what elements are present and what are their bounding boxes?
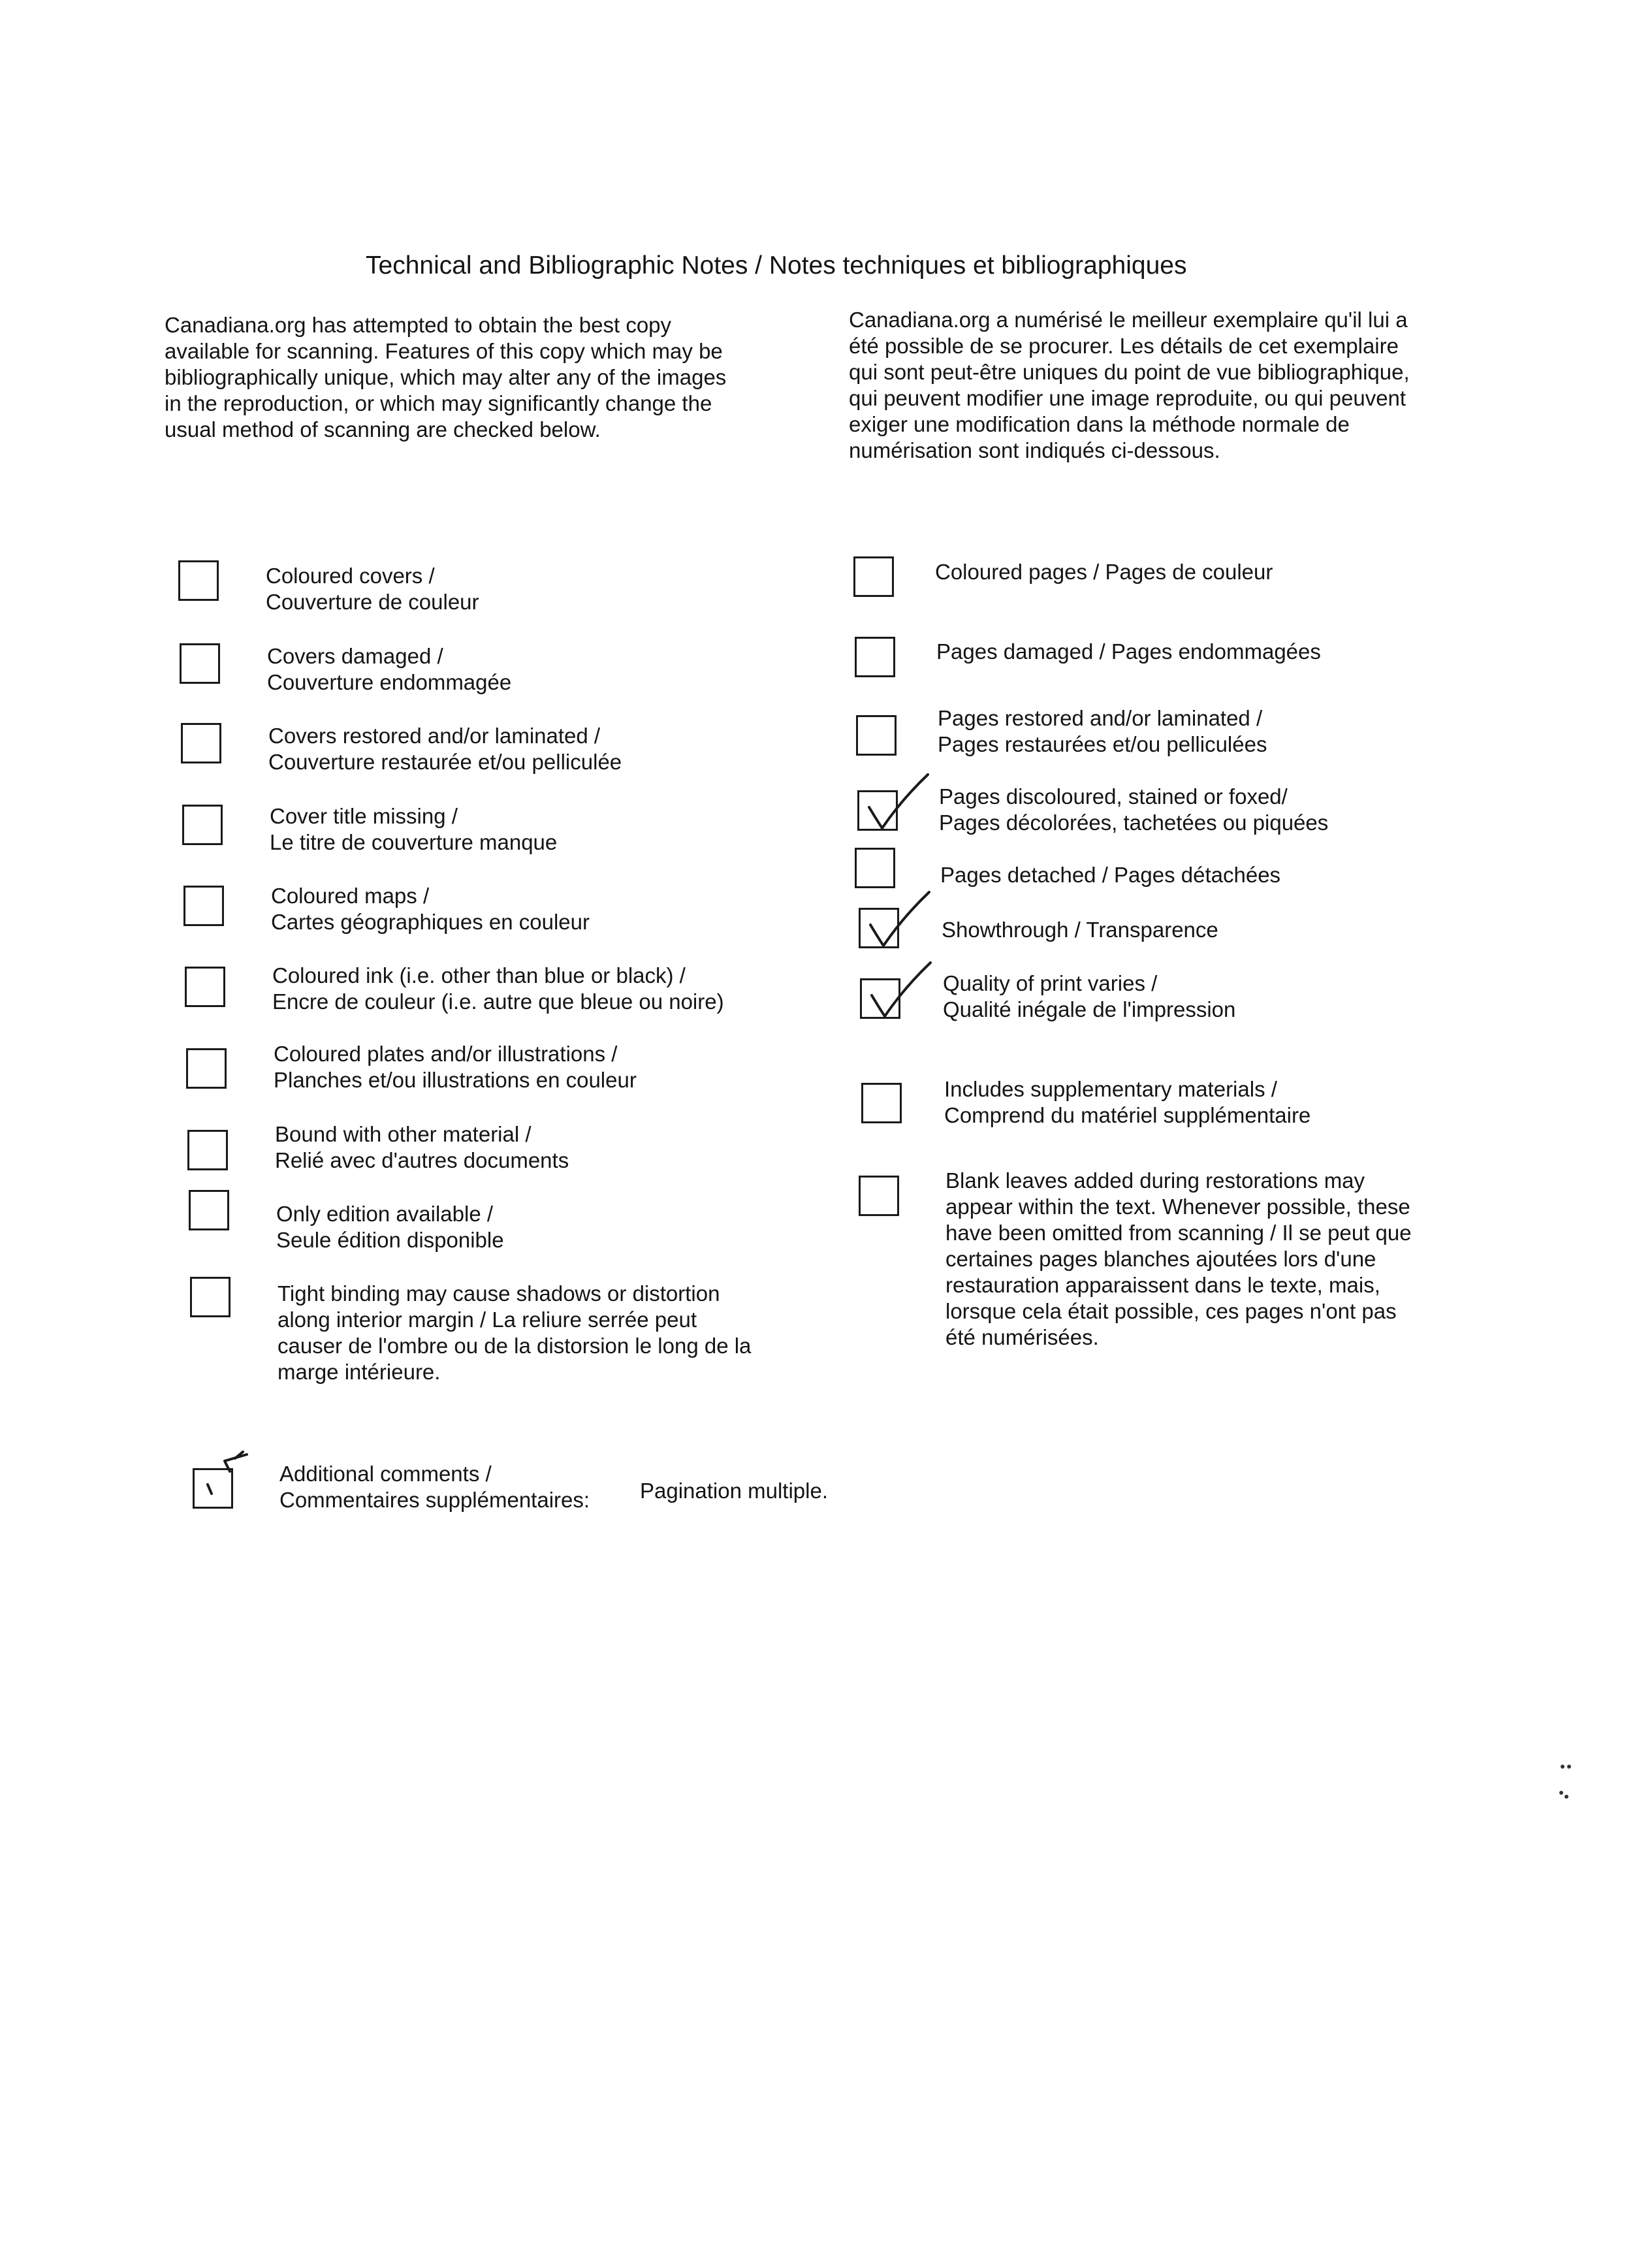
text-line: Couverture restaurée et/ou pelliculée [268, 750, 622, 774]
text-line: Quality of print varies / [943, 971, 1158, 995]
scan-speck [1559, 1791, 1563, 1795]
text-line: Pages restaurées et/ou pelliculées [938, 732, 1267, 756]
text-line: Cartes géographiques en couleur [271, 910, 590, 934]
text-line: Coloured plates and/or illustrations / [274, 1042, 618, 1066]
label-coloured-plates-and-or [274, 1041, 637, 1093]
text-line: Encre de couleur (i.e. autre que bleue ou noire) [272, 989, 724, 1014]
text-line: qui peuvent modifier une image reproduite, ou qui peuvent [849, 386, 1406, 410]
label-covers-damaged [267, 643, 511, 696]
checkbox-coloured-plates-and-or[interactable] [186, 1048, 227, 1089]
additional-comments-value: Pagination multiple. [640, 1479, 829, 1503]
text-line: Additional comments / [279, 1462, 492, 1486]
text-line: Coloured maps / [271, 884, 430, 908]
text-line: appear within the text. Whenever possible, these [945, 1195, 1410, 1219]
scan-speck [1565, 1795, 1568, 1799]
label-pages-damaged-pages-endommag [936, 639, 1321, 665]
label-pages-detached-pages-d [940, 862, 1280, 888]
text-line: restauration apparaissent dans le texte, mais, [945, 1273, 1380, 1297]
text-line: qui sont peut-être uniques du point de vue bibliographique, [849, 360, 1410, 384]
text-line: causer de l'ombre ou de la distorsion le long de la [278, 1334, 752, 1358]
text-line: Pages detached / Pages détachées [940, 863, 1281, 887]
text-line: Relié avec d'autres documents [275, 1148, 569, 1172]
text-line: Couverture de couleur [266, 590, 479, 614]
text-line: Coloured covers / [266, 564, 435, 588]
text-line: Seule édition disponible [276, 1228, 504, 1252]
checkbox-coloured-ink[interactable] [185, 967, 225, 1007]
text-line: Pages restored and/or laminated / [938, 706, 1263, 730]
label-bound-with-other-material [275, 1121, 569, 1174]
label-coloured-maps [271, 883, 590, 935]
checkbox-only-edition-available[interactable] [189, 1190, 229, 1230]
label-pages-restored-and-or [938, 705, 1267, 758]
label-pages-discoloured-stained-or [939, 784, 1328, 836]
text-line: Commentaires supplémentaires: [279, 1488, 590, 1512]
text-line: Pages damaged / Pages endommagées [936, 639, 1321, 664]
text-line: numérisation sont indiqués ci-dessous. [849, 438, 1220, 462]
text-line: Canadiana.org a numérisé le meilleur exemplaire qu'il lui a [849, 308, 1408, 332]
text-line: along interior margin / La reliure serrée peut [278, 1307, 697, 1332]
label-showthrough-transparence [942, 917, 1218, 943]
text-line: Le titre de couverture manque [270, 830, 558, 854]
text-line: have been omitted from scanning / Il se peut que [945, 1221, 1412, 1245]
text-line: marge intérieure. [278, 1360, 441, 1384]
checkbox-pages-detached-pages-d[interactable] [855, 848, 895, 888]
text-line: Coloured pages / Pages de couleur [935, 560, 1273, 584]
text-line: Showthrough / Transparence [942, 918, 1218, 942]
checkbox-blank-leaves-added-during[interactable] [859, 1176, 899, 1216]
text-line: Comprend du matériel supplémentaire [944, 1103, 1311, 1127]
checkbox-coloured-covers[interactable] [178, 560, 219, 601]
label-coloured-ink [272, 963, 724, 1015]
label-cover-title-missing [270, 803, 557, 856]
text-line: Covers restored and/or laminated / [268, 724, 601, 748]
additional-comments-checkmark-icon [196, 1453, 274, 1518]
text-line: Qualité inégale de l'impression [943, 997, 1236, 1021]
text-line: Cover title missing / [270, 804, 458, 828]
text-line: été numérisées. [945, 1325, 1099, 1349]
label-quality-of-print-varies [943, 971, 1235, 1023]
checkbox-pages-damaged-pages-endommag[interactable] [855, 637, 895, 677]
additional-comments-label [279, 1461, 590, 1513]
text-line: exiger une modification dans la méthode normale de [849, 412, 1350, 436]
checkbox-cover-title-missing[interactable] [182, 805, 223, 845]
checkbox-coloured-maps[interactable] [183, 886, 224, 926]
checkbox-covers-restored-and-or[interactable] [181, 723, 221, 763]
text-line: Planches et/ou illustrations en couleur [274, 1068, 637, 1092]
scan-speck [1567, 1765, 1571, 1769]
text-line: Only edition available / [276, 1202, 494, 1226]
checkbox-bound-with-other-material[interactable] [187, 1130, 228, 1170]
label-only-edition-available [276, 1201, 504, 1253]
label-coloured-pages-pages-de [935, 559, 1273, 585]
text-line: available for scanning. Features of this copy which may be [165, 339, 723, 363]
scan-speck [1561, 1765, 1565, 1769]
intro-french [849, 307, 1410, 464]
checkbox-includes-supplementary-materials[interactable] [861, 1083, 902, 1123]
checkbox-covers-damaged[interactable] [180, 643, 220, 684]
text-line: Blank leaves added during restorations may [945, 1168, 1365, 1193]
text-line: Covers damaged / [267, 644, 443, 668]
text-line: Pages décolorées, tachetées ou piquées [939, 810, 1329, 835]
text-line: Includes supplementary materials / [944, 1077, 1277, 1101]
label-blank-leaves-added-during [945, 1168, 1412, 1351]
text-line: lorsque cela était possible, ces pages n'ont pas [945, 1299, 1397, 1323]
text-line: Pages discoloured, stained or foxed/ [939, 784, 1288, 809]
intro-english [165, 312, 726, 443]
checkbox-pages-restored-and-or[interactable] [856, 715, 897, 756]
text-line: in the reproduction, or which may significantly change the [165, 391, 712, 415]
label-tight-binding-may-cause [278, 1281, 751, 1385]
text-line: Tight binding may cause shadows or distortion [278, 1281, 720, 1306]
text-line: usual method of scanning are checked below. [165, 417, 601, 441]
text-line: Bound with other material / [275, 1122, 532, 1146]
text-line: été possible de se procurer. Les détails de cet exemplaire [849, 334, 1399, 358]
text-line: bibliographically unique, which may alter any of the images [165, 365, 727, 389]
label-covers-restored-and-or [268, 723, 622, 775]
text-line: Couverture endommagée [267, 670, 512, 694]
checkbox-coloured-pages-pages-de[interactable] [853, 556, 894, 597]
label-includes-supplementary-materials [944, 1076, 1310, 1129]
checkbox-tight-binding-may-cause[interactable] [190, 1277, 230, 1317]
text-line: Canadiana.org has attempted to obtain the best copy [165, 313, 672, 337]
label-coloured-covers [266, 563, 479, 615]
page-title: Technical and Bibliographic Notes / Notes techniques et bibliographiques [366, 251, 1187, 280]
text-line: certaines pages blanches ajoutées lors d'une [945, 1247, 1376, 1271]
text-line: Coloured ink (i.e. other than blue or black) / [272, 963, 686, 987]
